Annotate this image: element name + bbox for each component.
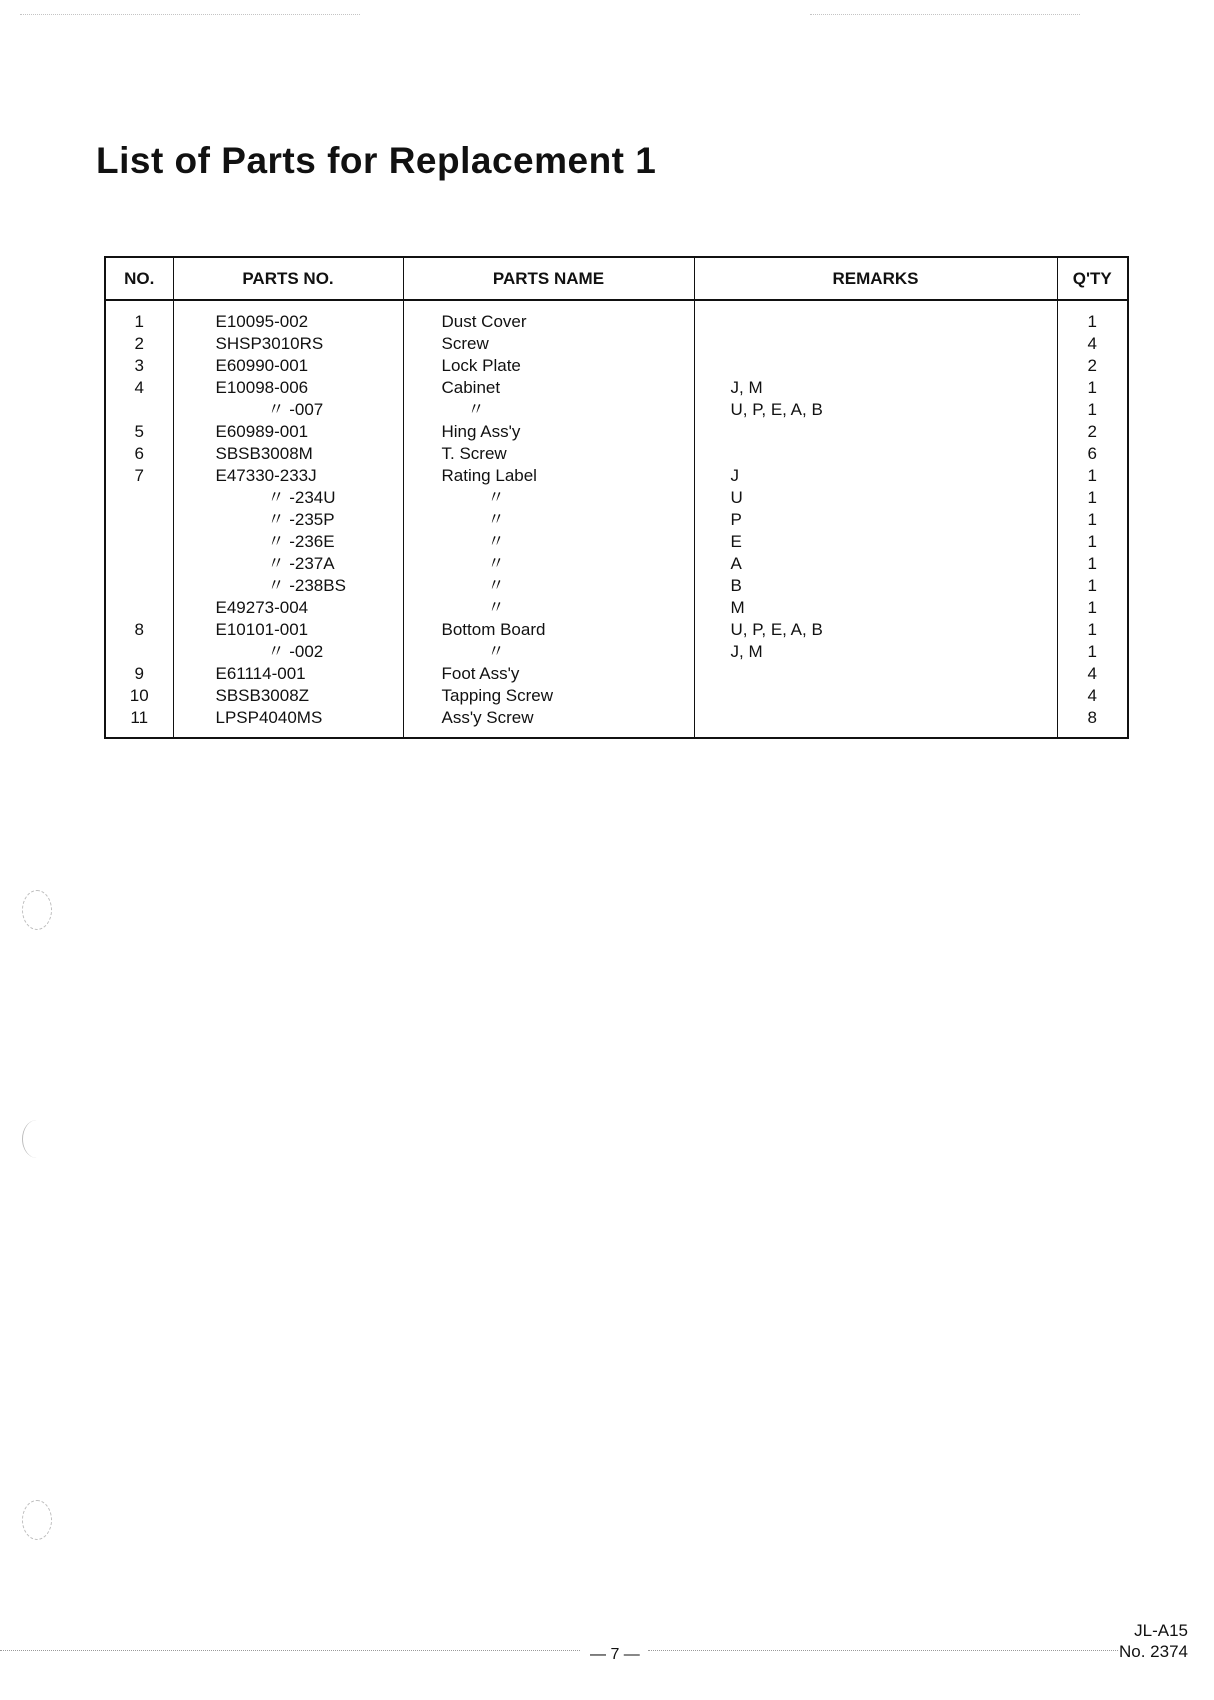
cell-qty: 1 bbox=[1087, 488, 1097, 507]
cell-parts-name: Bottom Board bbox=[403, 619, 694, 641]
cell-remarks: M bbox=[694, 597, 1057, 619]
cell-parts-no: E60989-001 bbox=[173, 421, 403, 443]
cell-no: 9 bbox=[105, 663, 173, 685]
cell-remarks: P bbox=[694, 509, 1057, 531]
punch-hole bbox=[22, 890, 52, 930]
table-row bbox=[105, 421, 1128, 443]
header-parts-name: PARTS NAME bbox=[403, 257, 694, 300]
cell-no: 6 bbox=[105, 443, 173, 465]
header-parts-no: PARTS NO. bbox=[173, 257, 403, 300]
cell-remarks bbox=[694, 663, 1057, 685]
table-row bbox=[105, 531, 1128, 553]
punch-hole bbox=[22, 1500, 52, 1540]
cell-remarks bbox=[694, 300, 1057, 333]
table-row bbox=[105, 377, 1128, 399]
cell-remarks bbox=[694, 443, 1057, 465]
cell-no: 4 bbox=[105, 377, 173, 399]
page-title: List of Parts for Replacement 1 bbox=[96, 140, 657, 181]
cell-parts-no: E61114-001 bbox=[173, 663, 403, 685]
cell-parts-name: 〃 bbox=[403, 487, 694, 509]
cell-remarks: U, P, E, A, B bbox=[694, 399, 1057, 421]
cell-qty: 1 bbox=[1087, 400, 1097, 419]
cell-parts-name: 〃 bbox=[403, 641, 694, 663]
cell-parts-name: T. Screw bbox=[403, 443, 694, 465]
cell-parts-name: Foot Ass'y bbox=[403, 663, 694, 685]
cell-qty: 4 bbox=[1087, 686, 1097, 705]
cell-no bbox=[105, 553, 173, 575]
cell-parts-name: Lock Plate bbox=[403, 355, 694, 377]
cell-remarks: A bbox=[694, 553, 1057, 575]
cell-parts-name: 〃 bbox=[403, 509, 694, 531]
cell-no bbox=[105, 399, 173, 421]
cell-remarks: U, P, E, A, B bbox=[694, 619, 1057, 641]
table-row bbox=[105, 487, 1128, 509]
cell-qty: 6 bbox=[1087, 444, 1097, 463]
cell-remarks bbox=[694, 685, 1057, 707]
cell-no: 5 bbox=[105, 421, 173, 443]
page-number: — 7 — bbox=[590, 1646, 640, 1663]
table-row bbox=[105, 685, 1128, 707]
table-row bbox=[105, 663, 1128, 685]
cell-parts-name: 〃 bbox=[403, 553, 694, 575]
cell-parts-name: Ass'y Screw bbox=[403, 707, 694, 738]
cell-parts-name: Dust Cover bbox=[403, 300, 694, 333]
header-remarks: REMARKS bbox=[694, 257, 1057, 300]
table-row bbox=[105, 300, 1128, 333]
cell-no: 7 bbox=[105, 465, 173, 487]
cell-no bbox=[105, 487, 173, 509]
cell-qty: 4 bbox=[1087, 664, 1097, 683]
cell-parts-no: 〃 -235P bbox=[173, 509, 403, 531]
cell-qty: 8 bbox=[1087, 708, 1097, 727]
cell-remarks: E bbox=[694, 531, 1057, 553]
table-row bbox=[105, 597, 1128, 619]
cell-parts-name: 〃 bbox=[403, 531, 694, 553]
document-number: No. 2374 bbox=[1119, 1642, 1188, 1661]
table-row bbox=[105, 399, 1128, 421]
cell-qty: 4 bbox=[1087, 334, 1097, 353]
cell-no: 2 bbox=[105, 333, 173, 355]
cell-remarks: B bbox=[694, 575, 1057, 597]
model-code: JL-A15 bbox=[1134, 1621, 1188, 1640]
cell-parts-no: LPSP4040MS bbox=[173, 707, 403, 738]
parts-table bbox=[104, 256, 1129, 739]
table-header-row bbox=[105, 257, 1128, 300]
cell-no bbox=[105, 531, 173, 553]
cell-parts-no: E47330-233J bbox=[173, 465, 403, 487]
cell-no: 10 bbox=[105, 685, 173, 707]
cell-qty: 1 bbox=[1087, 532, 1097, 551]
table-row bbox=[105, 575, 1128, 597]
cell-qty: 1 bbox=[1087, 510, 1097, 529]
cell-parts-no: SBSB3008M bbox=[173, 443, 403, 465]
cell-remarks bbox=[694, 421, 1057, 443]
cell-parts-no: 〃 -002 bbox=[173, 641, 403, 663]
cell-parts-no: 〃 -237A bbox=[173, 553, 403, 575]
cell-no bbox=[105, 597, 173, 619]
cell-remarks: U bbox=[694, 487, 1057, 509]
header-no: NO. bbox=[105, 257, 173, 300]
cell-parts-name: 〃 bbox=[403, 597, 694, 619]
cell-parts-no: E10101-001 bbox=[173, 619, 403, 641]
cell-qty: 1 bbox=[1087, 620, 1097, 639]
cell-qty: 1 bbox=[1087, 598, 1097, 617]
cell-parts-no: E10095-002 bbox=[173, 300, 403, 333]
cell-remarks bbox=[694, 707, 1057, 738]
top-scan-rule bbox=[810, 14, 1080, 15]
cell-parts-no: 〃 -236E bbox=[173, 531, 403, 553]
cell-qty: 1 bbox=[1087, 576, 1097, 595]
table-row bbox=[105, 619, 1128, 641]
table-row bbox=[105, 333, 1128, 355]
cell-no bbox=[105, 575, 173, 597]
cell-parts-no: 〃 -234U bbox=[173, 487, 403, 509]
cell-no: 3 bbox=[105, 355, 173, 377]
cell-remarks: J bbox=[694, 465, 1057, 487]
cell-parts-name: Screw bbox=[403, 333, 694, 355]
cell-parts-name: Rating Label bbox=[403, 465, 694, 487]
cell-parts-no: SHSP3010RS bbox=[173, 333, 403, 355]
header-qty: Q'TY bbox=[1057, 257, 1128, 300]
punch-hole bbox=[22, 1120, 51, 1158]
cell-qty: 1 bbox=[1087, 642, 1097, 661]
cell-remarks: J, M bbox=[694, 641, 1057, 663]
cell-remarks: J, M bbox=[694, 377, 1057, 399]
cell-parts-no: E60990-001 bbox=[173, 355, 403, 377]
cell-remarks bbox=[694, 355, 1057, 377]
cell-parts-name: Tapping Screw bbox=[403, 685, 694, 707]
cell-qty: 1 bbox=[1087, 378, 1097, 397]
cell-no: 8 bbox=[105, 619, 173, 641]
cell-parts-no: SBSB3008Z bbox=[173, 685, 403, 707]
table-row bbox=[105, 553, 1128, 575]
table-row bbox=[105, 509, 1128, 531]
cell-parts-no: E49273-004 bbox=[173, 597, 403, 619]
cell-qty: 1 bbox=[1087, 312, 1097, 331]
footer-rule-left bbox=[0, 1650, 580, 1651]
cell-qty: 1 bbox=[1087, 466, 1097, 485]
cell-no: 1 bbox=[105, 300, 173, 333]
footer-rule-right bbox=[648, 1650, 1118, 1651]
cell-no: 11 bbox=[105, 707, 173, 738]
table-row bbox=[105, 443, 1128, 465]
cell-parts-name: 〃 bbox=[403, 575, 694, 597]
model-info bbox=[1119, 1620, 1188, 1662]
cell-no bbox=[105, 509, 173, 531]
top-scan-rule bbox=[20, 14, 360, 15]
table-row bbox=[105, 465, 1128, 487]
cell-qty: 1 bbox=[1087, 554, 1097, 573]
cell-no bbox=[105, 641, 173, 663]
cell-parts-name: Hing Ass'y bbox=[403, 421, 694, 443]
cell-parts-name: 〃 bbox=[403, 399, 694, 421]
cell-remarks bbox=[694, 333, 1057, 355]
cell-qty: 2 bbox=[1087, 422, 1097, 441]
cell-parts-no: 〃 -007 bbox=[173, 399, 403, 421]
table-row bbox=[105, 355, 1128, 377]
table-row bbox=[105, 707, 1128, 738]
cell-parts-no: E10098-006 bbox=[173, 377, 403, 399]
cell-parts-no: 〃 -238BS bbox=[173, 575, 403, 597]
cell-parts-name: Cabinet bbox=[403, 377, 694, 399]
cell-qty: 2 bbox=[1087, 356, 1097, 375]
table-row bbox=[105, 641, 1128, 663]
